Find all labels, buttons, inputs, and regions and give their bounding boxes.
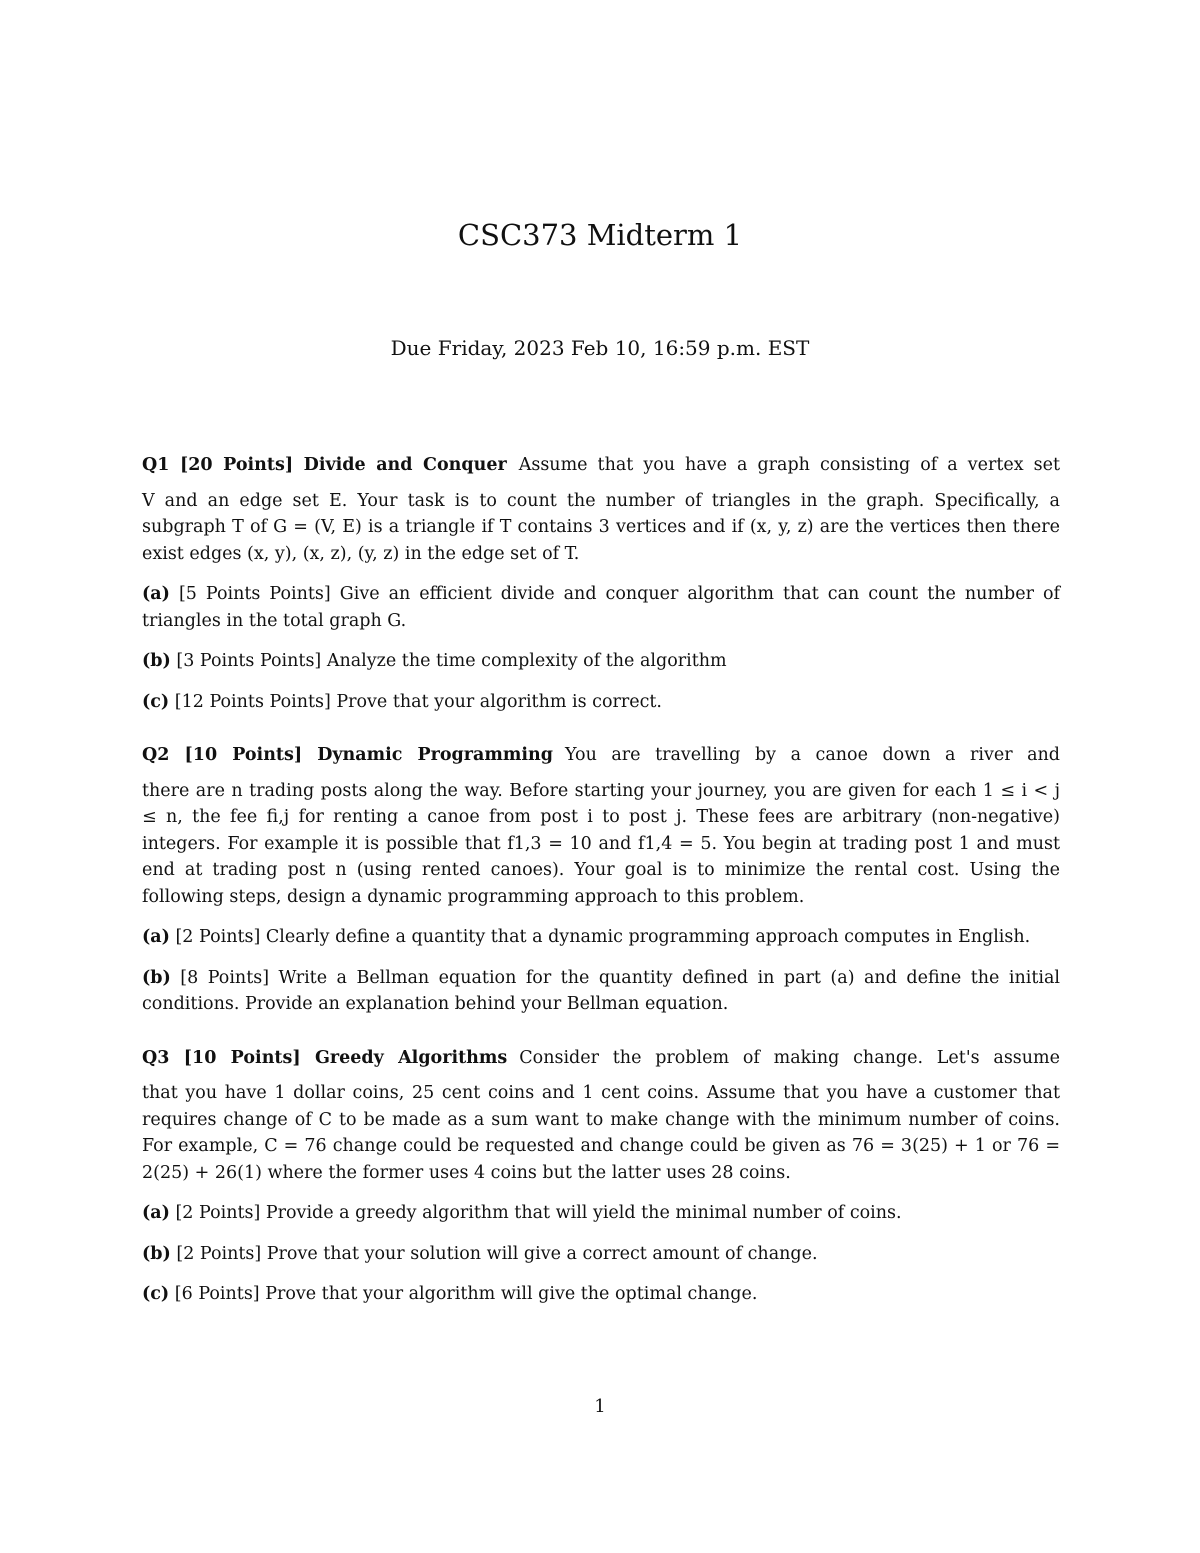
part-text: [2 Points] Prove that your solution will give a correct amount of change. xyxy=(176,1243,818,1264)
question-3-intro: that you have 1 dollar coins, 25 cent coins and 1 cent coins. Assume that you have a customer that requires change of C to be made as a sum want to make change with the minimum number of coins. For example, C = 76 change could be requested and change could be given as 76 = 3(25) + 1 or 76 = 2(25) + 26(1) where the former uses 4 coins but the latter uses 28 coins. xyxy=(142,1083,1060,1183)
part-label: (b) xyxy=(142,1243,171,1264)
part-text: [2 Points] Provide a greedy algorithm that will yield the minimal number of coins. xyxy=(175,1203,902,1223)
question-3 xyxy=(142,1045,1060,1308)
questions-section xyxy=(142,452,1060,1335)
question-1-heading xyxy=(142,452,1060,479)
question-2 xyxy=(142,742,1060,1018)
page-number: 1 xyxy=(594,1396,606,1417)
part-text: [2 Points] Clearly define a quantity that a dynamic programming approach computes in English. xyxy=(175,927,1031,947)
question-1 xyxy=(142,452,1060,715)
part-text: [6 Points] Prove that your algorithm will give the optimal change. xyxy=(174,1284,758,1304)
question-1-intro: V and an edge set E. Your task is to count the number of triangles in the graph. Specifically, a subgraph T of G = (V, E) is a triangle if T contains 3 vertices and if (x, y, z) are the vertices then there exist edges (x, y), (x, z), (y, z) in the edge set of T. xyxy=(142,490,1060,564)
question-2-label: Q2 [10 Points] Dynamic Programming xyxy=(142,745,553,765)
part-label: (a) xyxy=(142,927,170,947)
question-3-label: Q3 [10 Points] Greedy Algorithms xyxy=(142,1047,508,1068)
question-1-intro-first-line: Assume that you have a graph consisting of a vertex set xyxy=(518,455,1060,475)
question-2-part-a xyxy=(142,924,1060,951)
question-2-heading xyxy=(142,742,1060,769)
question-2-part-b xyxy=(142,965,1060,1018)
question-1-part-c xyxy=(142,689,1060,716)
part-text: [3 Points Points] Analyze the time complexity of the algorithm xyxy=(176,651,727,671)
question-1-part-b xyxy=(142,648,1060,675)
question-1-part-a xyxy=(142,581,1060,634)
question-3-part-c xyxy=(142,1281,1060,1308)
part-label: (c) xyxy=(142,691,170,712)
question-2-intro: there are n trading posts along the way. Before starting your journey, you are given for each 1 ≤ i < j ≤ n, the fee fi,j for renting a canoe from post i to post j. These fees are arbitrary (non-negative) integers. For example it is possible that f1,3 = 10 and f1,4 = 5. You begin at trading post 1 and must end at trading post n (using rented canoes). Your goal is to minimize the rental cost. Using the following steps, design a dynamic programming approach to this problem. xyxy=(142,780,1060,907)
question-3-part-a xyxy=(142,1200,1060,1227)
document-title: CSC373 Midterm 1 xyxy=(457,218,743,252)
part-label: (c) xyxy=(142,1284,170,1304)
question-3-part-b xyxy=(142,1241,1060,1268)
due-date: Due Friday, 2023 Feb 10, 16:59 p.m. EST xyxy=(390,336,810,360)
part-label: (b) xyxy=(142,651,171,671)
question-3-intro-first-line: Consider the problem of making change. Let's assume xyxy=(519,1047,1061,1068)
question-1-label: Q1 [20 Points] Divide and Conquer xyxy=(142,455,507,475)
part-text: [8 Points] Write a Bellman equation for the quantity defined in part (a) and define the initial conditions. Provide an explanation behind your Bellman equation. xyxy=(142,967,1060,1014)
part-text: [12 Points Points] Prove that your algorithm is correct. xyxy=(174,691,662,712)
question-2-intro-first-line: You are travelling by a canoe down a river and xyxy=(565,745,1060,765)
question-3-heading xyxy=(142,1045,1060,1072)
part-text: [5 Points Points] Give an efficient divide and conquer algorithm that can count the number of triangles in the total graph G. xyxy=(142,584,1060,631)
part-label: (a) xyxy=(142,584,170,604)
part-label: (b) xyxy=(142,967,171,988)
part-label: (a) xyxy=(142,1203,170,1223)
